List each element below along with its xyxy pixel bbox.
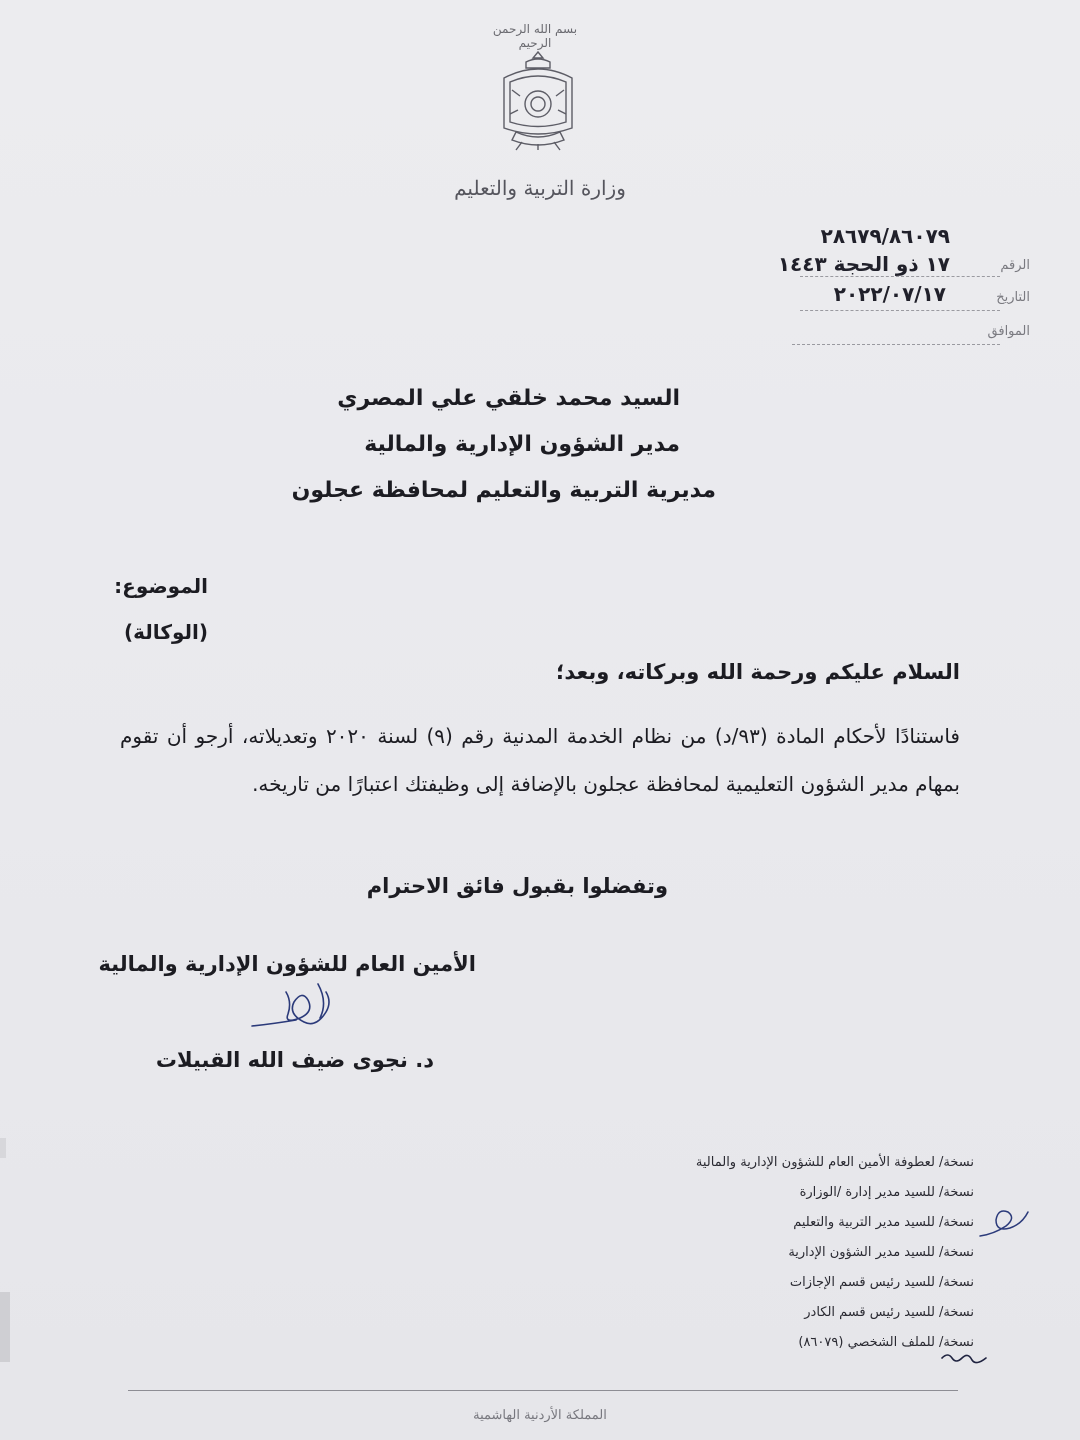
recipient-title: مدير الشؤون الإدارية والمالية bbox=[364, 432, 680, 457]
copy-item: نسخة/ للسيد رئيس قسم الكادر bbox=[804, 1305, 974, 1320]
date-label: التاريخ bbox=[996, 290, 1030, 305]
body-paragraph: فاستنادًا لأحكام المادة (٩٣/د) من نظام الخدمة المدنية رقم (٩) لسنة ٢٠٢٠ وتعديلاته، أرجو أن تقوم بمهام مدير الشؤون التعليمية لمحافظة عجلون بالإضافة إلى وظيفتك اعتبارًا من تاريخه. bbox=[120, 724, 960, 796]
copy-item: نسخة/ لعطوفة الأمين العام للشؤون الإدارية والمالية bbox=[695, 1155, 974, 1170]
ministry-name: وزارة التربية والتعليم bbox=[454, 176, 626, 200]
copy-item: نسخة/ للسيد مدير التربية والتعليم bbox=[793, 1215, 974, 1230]
closing-line: وتفضلوا بقبول فائق الاحترام bbox=[366, 874, 668, 898]
subject-value: (الوكالة) bbox=[124, 620, 208, 644]
hijri-date: ١٧ ذو الحجة ١٤٤٣ bbox=[777, 252, 950, 276]
number-line bbox=[800, 276, 1000, 277]
greeting: السلام عليكم ورحمة الله وبركاته، وبعد؛ bbox=[555, 660, 960, 684]
subject-label: الموضوع: bbox=[114, 574, 208, 598]
footer-divider bbox=[128, 1390, 958, 1391]
copy-item: نسخة/ للملف الشخصي (٨٦٠٧٩) bbox=[798, 1335, 974, 1350]
footer-handwritten-mark bbox=[940, 1344, 990, 1372]
corresponding-label: الموافق bbox=[987, 324, 1030, 339]
copies-list bbox=[614, 1148, 974, 1358]
number-label: الرقم bbox=[1000, 258, 1030, 273]
recipient-name: السيد محمد خلقي علي المصري bbox=[337, 386, 680, 411]
footer-kingdom-name: المملكة الأردنية الهاشمية bbox=[473, 1408, 607, 1423]
paper-edge-mark bbox=[0, 1138, 6, 1158]
gregorian-date: ٢٠٢٢/٠٧/١٧ bbox=[833, 282, 946, 306]
recipient-directorate: مديرية التربية والتعليم لمحافظة عجلون bbox=[291, 478, 716, 503]
copy-item: نسخة/ للسيد رئيس قسم الإجازات bbox=[789, 1275, 974, 1290]
signer-name: د. نجوى ضيف الله القبيلات bbox=[155, 1048, 434, 1072]
coat-of-arms-icon bbox=[496, 48, 580, 152]
copy-item: نسخة/ للسيد مدير إدارة /الوزارة bbox=[799, 1185, 974, 1200]
copy-item: نسخة/ للسيد مدير الشؤون الإدارية bbox=[788, 1245, 974, 1260]
date-line bbox=[800, 310, 1000, 311]
signer-title: الأمين العام للشؤون الإدارية والمالية bbox=[98, 952, 476, 976]
paper-edge-mark bbox=[0, 1292, 10, 1362]
handwritten-initial bbox=[976, 1206, 1036, 1246]
bismillah-header: بسم الله الرحمن الرحيم bbox=[492, 22, 578, 50]
corresponding-line bbox=[792, 344, 1000, 345]
reference-number: ٢٨٦٧٩/٨٦٠٧٩ bbox=[820, 224, 950, 248]
handwritten-signature bbox=[246, 978, 356, 1038]
